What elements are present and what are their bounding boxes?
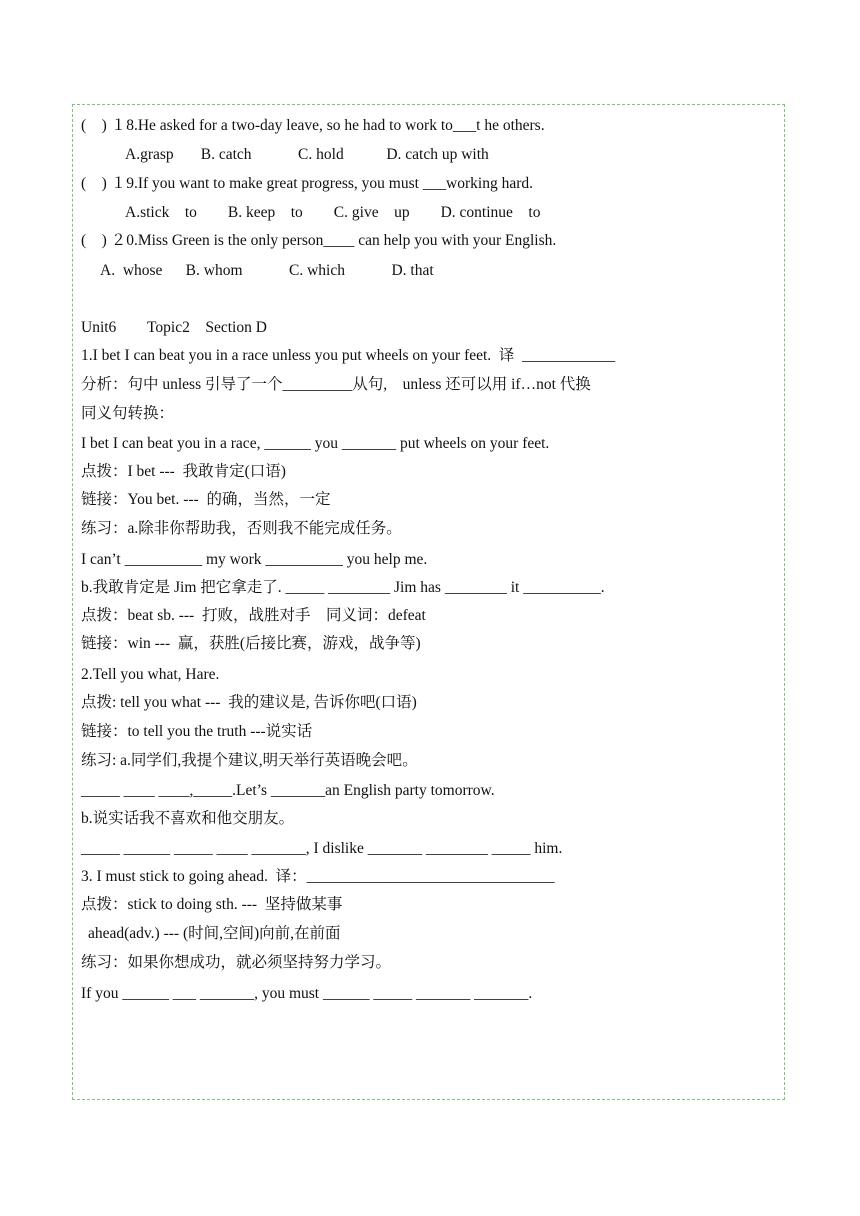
- text-line: _____ ______ _____ ____ _______, I dislike _______ ________ _____ him.: [81, 840, 563, 857]
- text-line: 分析：句中 unless 引导了一个_________从句, unless 还可以用 if…not 代换: [81, 376, 591, 393]
- text-line: 链接：win --- 赢，获胜(后接比赛，游戏，战争等): [81, 635, 421, 652]
- text-line: I bet I can beat you in a race, ______ you _______ put wheels on your feet.: [81, 435, 550, 452]
- text-line: ahead(adv.) --- (时间,空间)向前,在前面: [88, 925, 341, 942]
- text-line: 练习: a.同学们,我提个建议,明天举行英语晚会吧。: [81, 752, 418, 769]
- text-line: 1.I bet I can beat you in a race unless you put wheels on your feet. 译 ____________: [81, 347, 616, 364]
- text-line: Unit6 Topic2 Section D: [81, 319, 267, 336]
- text-line: ( ) １9.If you want to make great progress, you must ___working hard.: [81, 175, 533, 192]
- text-line: 3. I must stick to going ahead. 译：________________________________: [81, 868, 555, 885]
- text-line: 点拨：I bet --- 我敢肯定(口语): [81, 463, 286, 480]
- text-line: A.stick to B. keep to C. give up D. continue to: [125, 204, 541, 221]
- text-line: _____ ____ ____,_____.Let’s _______an English party tomorrow.: [81, 782, 495, 799]
- worksheet-border: [72, 104, 785, 1100]
- text-line: 链接：to tell you the truth ---说实话: [81, 723, 313, 740]
- text-line: 点拨：beat sb. --- 打败，战胜对手 同义词：defeat: [81, 607, 426, 624]
- text-line: A. whose B. whom C. which D. that: [100, 262, 434, 279]
- text-line: 点拨: tell you what --- 我的建议是, 告诉你吧(口语): [81, 694, 417, 711]
- text-line: 点拨：stick to doing sth. --- 坚持做某事: [81, 896, 343, 913]
- text-line: ( ) １8.He asked for a two-day leave, so he had to work to___t he others.: [81, 117, 545, 134]
- text-line: 练习：如果你想成功，就必须坚持努力学习。: [81, 954, 392, 971]
- text-line: b.我敢肯定是 Jim 把它拿走了. _____ ________ Jim has ________ it __________.: [81, 579, 605, 596]
- text-line: 链接：You bet. --- 的确，当然，一定: [81, 491, 331, 508]
- text-line: If you ______ ___ _______, you must ______ _____ _______ _______.: [81, 985, 533, 1002]
- text-line: 同义句转换：: [81, 405, 175, 422]
- text-line: I can’t __________ my work __________ you help me.: [81, 551, 428, 568]
- text-line: 练习：a.除非你帮助我，否则我不能完成任务。: [81, 520, 402, 537]
- text-line: b.说实话我不喜欢和他交朋友。: [81, 810, 295, 827]
- text-line: 2.Tell you what, Hare.: [81, 666, 220, 683]
- text-line: A.grasp B. catch C. hold D. catch up with: [125, 146, 489, 163]
- text-line: ( ) ２0.Miss Green is the only person____ can help you with your English.: [81, 232, 557, 249]
